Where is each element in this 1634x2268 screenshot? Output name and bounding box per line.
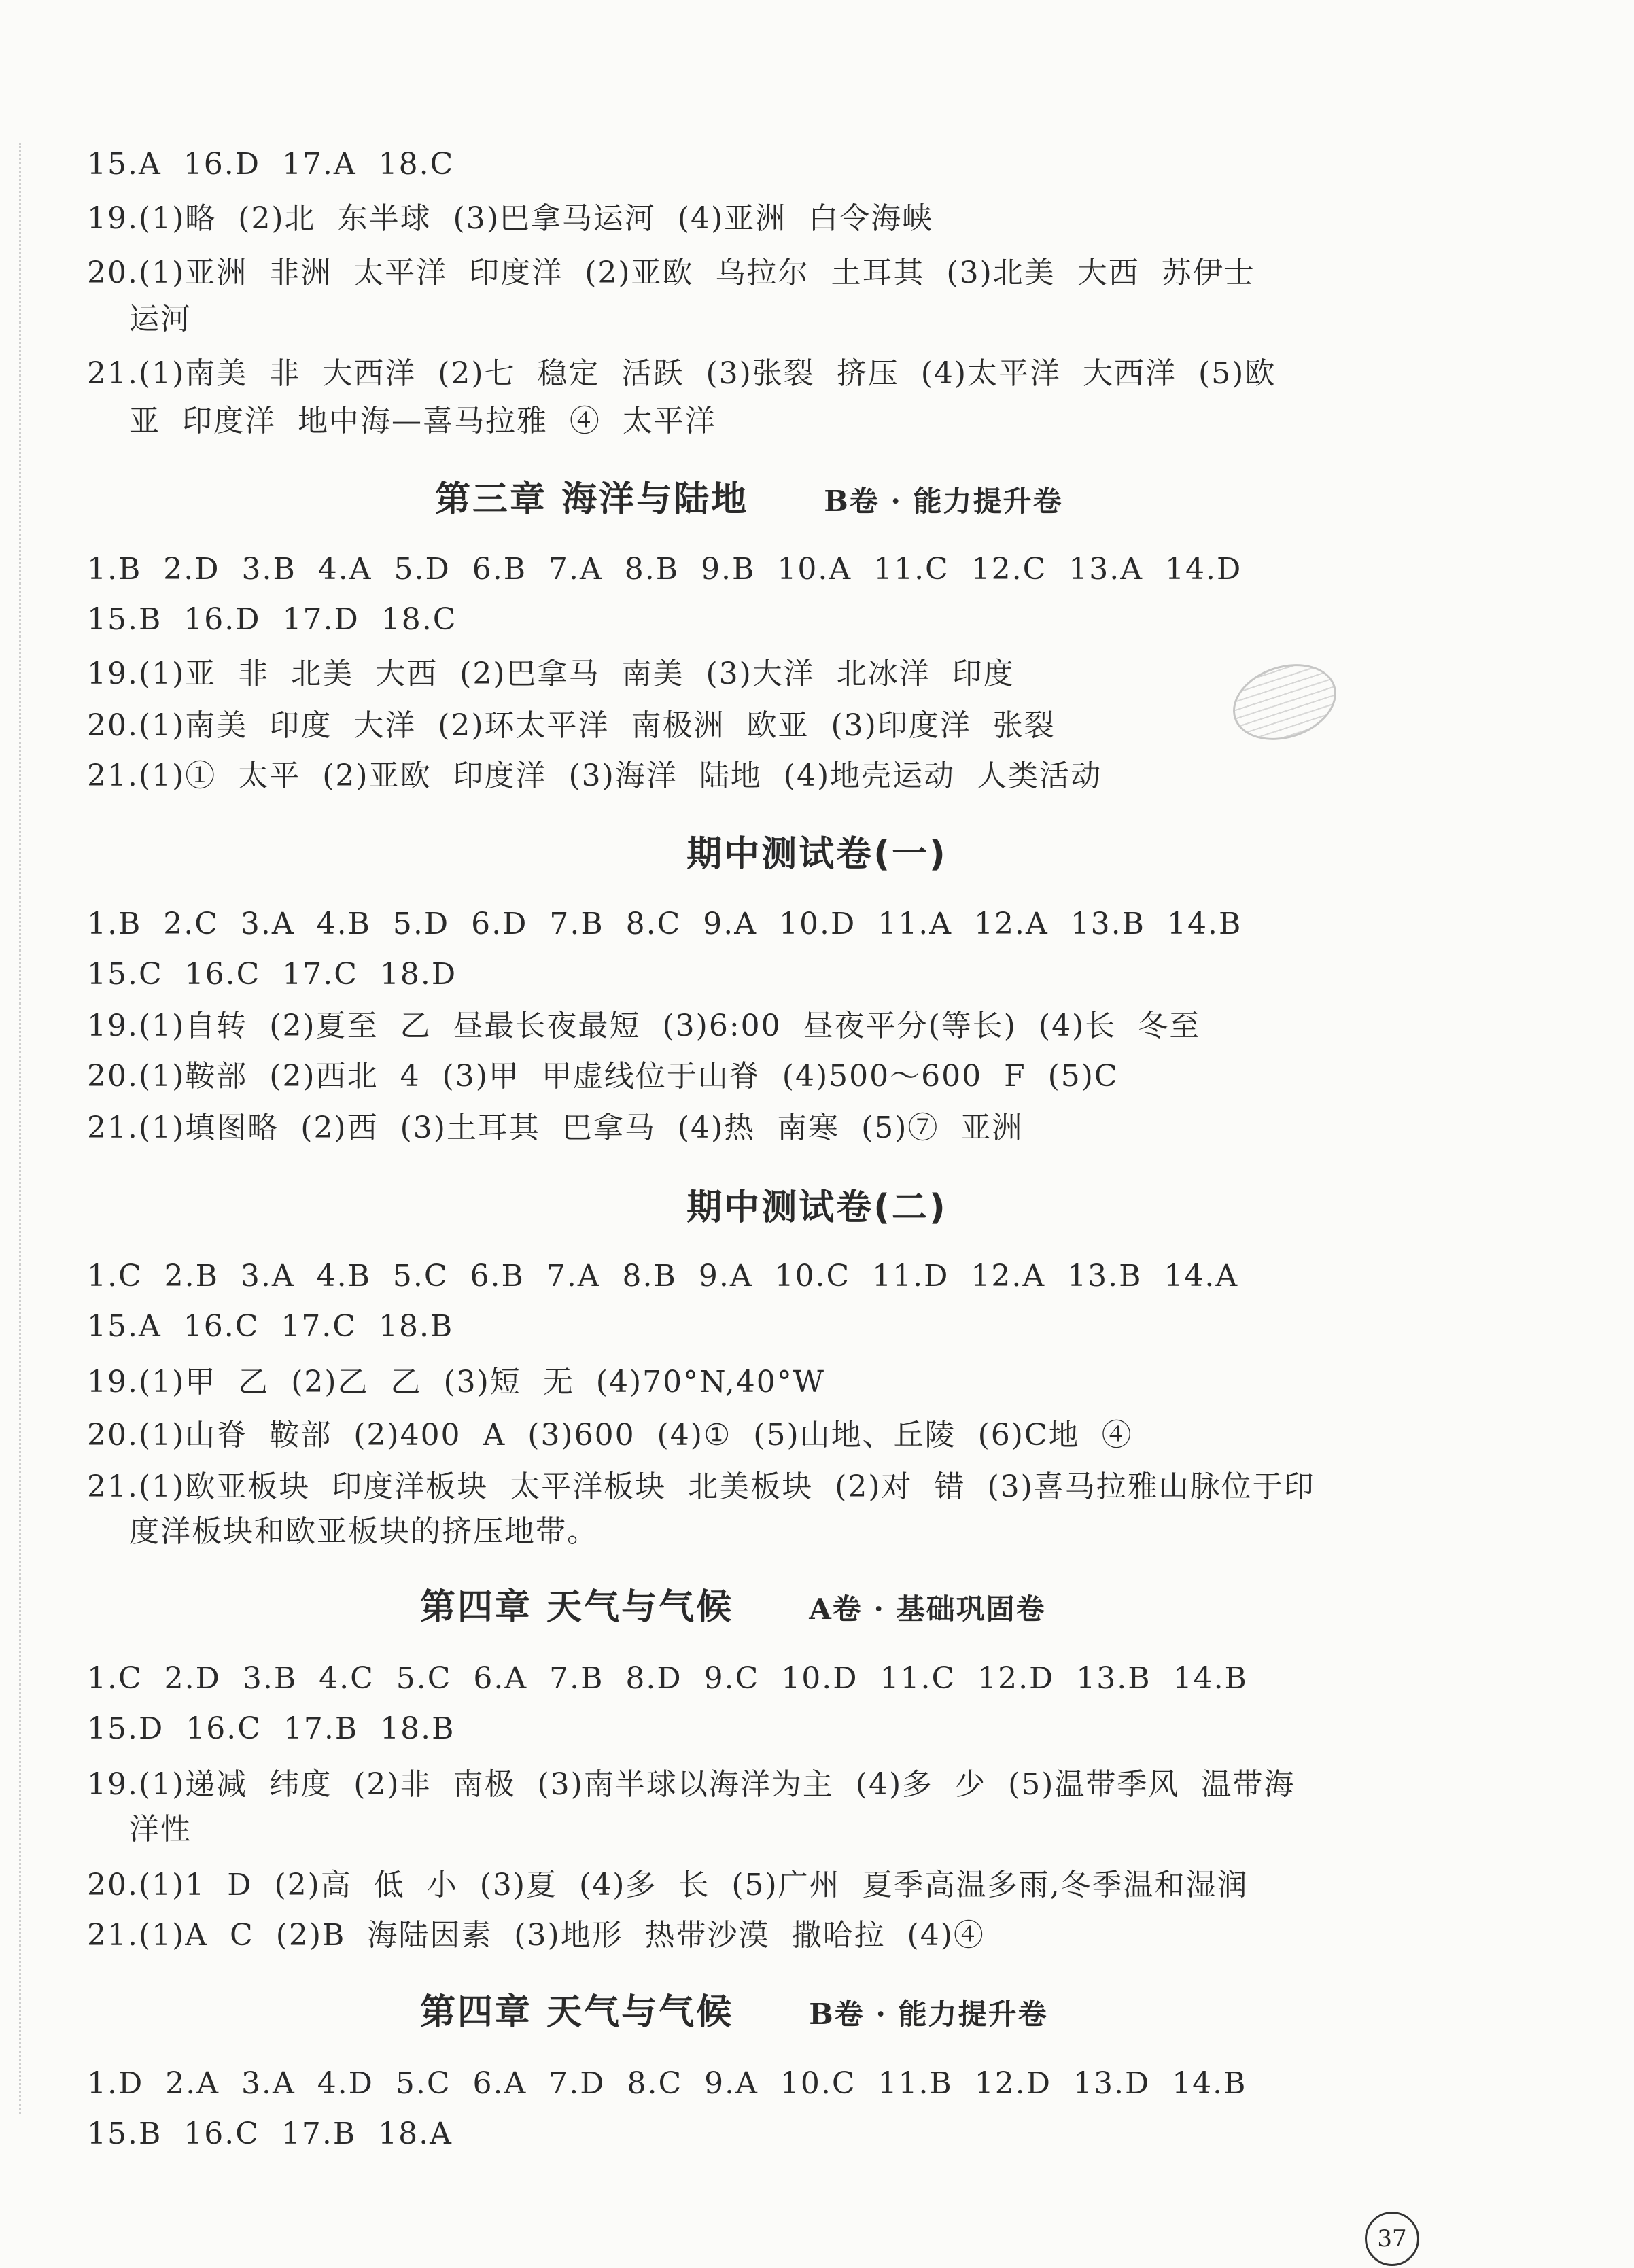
section-heading-mid2: 期中测试卷(二) xyxy=(686,1187,948,1228)
answer-line: 20.(1)1 D (2)高 低 小 (3)夏 (4)多 长 (5)广州 夏季高温多雨,冬季温和湿润 xyxy=(87,1868,1249,1902)
answer-line: 15.A 16.C 17.C 18.B xyxy=(87,1309,454,1344)
answer-line: 1.C 2.B 3.A 4.B 5.C 6.B 7.A 8.B 9.A 10.C 11.D 12.A 13.B 14.A xyxy=(87,1259,1239,1293)
answer-line: 20.(1)南美 印度 大洋 (2)环太平洋 南极洲 欧亚 (3)印度洋 张裂 xyxy=(87,708,1056,743)
section-subtitle: A卷 · 基础巩固卷 xyxy=(809,1592,1046,1626)
section-heading-ch3b xyxy=(0,476,1634,525)
answer-line: 20.(1)山脊 鞍部 (2)400 A (3)600 (4)① (5)山地、丘陵 (6)C地 ④ xyxy=(87,1418,1133,1452)
section-heading-ch4a xyxy=(0,1584,1634,1633)
page-number: 37 xyxy=(1365,2212,1419,2266)
section-heading-ch4b xyxy=(0,1989,1634,2038)
answer-line: 20.(1)亚洲 非洲 太平洋 印度洋 (2)亚欧 乌拉尔 土耳其 (3)北美 大西 苏伊士 xyxy=(87,256,1255,290)
answer-line: 20.(1)鞍部 (2)西北 4 (3)甲 甲虚线位于山脊 (4)500～600 F (5)C xyxy=(87,1059,1119,1094)
answer-line: 19.(1)亚 非 北美 大西 (2)巴拿马 南美 (3)大洋 北冰洋 印度 xyxy=(87,657,1015,691)
section-subtitle: B卷 · 能力提升卷 xyxy=(824,485,1063,518)
answer-line: 运河 xyxy=(129,302,192,336)
answer-line: 15.B 16.D 17.D 18.C xyxy=(87,602,457,637)
answer-line: 21.(1)A C (2)B 海陆因素 (3)地形 热带沙漠 撒哈拉 (4)④ xyxy=(87,1918,985,1953)
answer-line: 15.A 16.D 17.A 18.C xyxy=(87,147,455,181)
section-title: 第三章 海洋与陆地 xyxy=(435,479,749,520)
answer-line: 21.(1)南美 非 大西洋 (2)七 稳定 活跃 (3)张裂 挤压 (4)太平洋 大西洋 (5)欧 xyxy=(87,356,1276,391)
answer-line: 15.B 16.C 17.B 18.A xyxy=(87,2116,453,2151)
section-subtitle: B卷 · 能力提升卷 xyxy=(809,1997,1048,2031)
answer-line: 15.D 16.C 17.B 18.B xyxy=(87,1711,455,1746)
answer-line: 15.C 16.C 17.C 18.D xyxy=(87,957,457,992)
answer-line: 21.(1)填图略 (2)西 (3)土耳其 巴拿马 (4)热 南寒 (5)⑦ 亚洲 xyxy=(87,1111,1024,1145)
answer-line: 19.(1)略 (2)北 东半球 (3)巴拿马运河 (4)亚洲 白令海峡 xyxy=(87,201,934,236)
answer-line: 19.(1)甲 乙 (2)乙 乙 (3)短 无 (4)70°N,40°W xyxy=(87,1365,825,1399)
answer-line: 21.(1)欧亚板块 印度洋板块 太平洋板块 北美板块 (2)对 错 (3)喜马拉雅山脉位于印 xyxy=(87,1469,1315,1504)
answer-line: 19.(1)自转 (2)夏至 乙 昼最长夜最短 (3)6:00 昼夜平分(等长) (4)长 冬至 xyxy=(87,1009,1201,1043)
section-title: 第四章 天气与气候 xyxy=(420,1992,734,2033)
answer-line: 1.B 2.C 3.A 4.B 5.D 6.D 7.B 8.C 9.A 10.D 11.A 12.A 13.B 14.B xyxy=(87,907,1242,941)
answer-line: 1.D 2.A 3.A 4.D 5.C 6.A 7.D 8.C 9.A 10.C 11.B 12.D 13.D 14.B xyxy=(87,2066,1247,2101)
section-title: 第四章 天气与气候 xyxy=(420,1587,734,1628)
answer-line: 度洋板块和欧亚板块的挤压地带。 xyxy=(129,1514,598,1549)
answer-line: 21.(1)① 太平 (2)亚欧 印度洋 (3)海洋 陆地 (4)地壳运动 人类活动 xyxy=(87,758,1102,793)
answer-line: 1.C 2.D 3.B 4.C 5.C 6.A 7.B 8.D 9.C 10.D 11.C 12.D 13.B 14.B xyxy=(87,1661,1248,1696)
answer-line: 洋性 xyxy=(129,1812,192,1847)
section-heading-mid1: 期中测试卷(一) xyxy=(686,834,948,875)
answer-line: 亚 印度洋 地中海—喜马拉雅 ④ 太平洋 xyxy=(129,404,716,438)
answer-line: 19.(1)递减 纬度 (2)非 南极 (3)南半球以海洋为主 (4)多 少 (5)温带季风 温带海 xyxy=(87,1767,1296,1802)
answer-line: 1.B 2.D 3.B 4.A 5.D 6.B 7.A 8.B 9.B 10.A 11.C 12.C 13.A 14.D xyxy=(87,552,1242,587)
